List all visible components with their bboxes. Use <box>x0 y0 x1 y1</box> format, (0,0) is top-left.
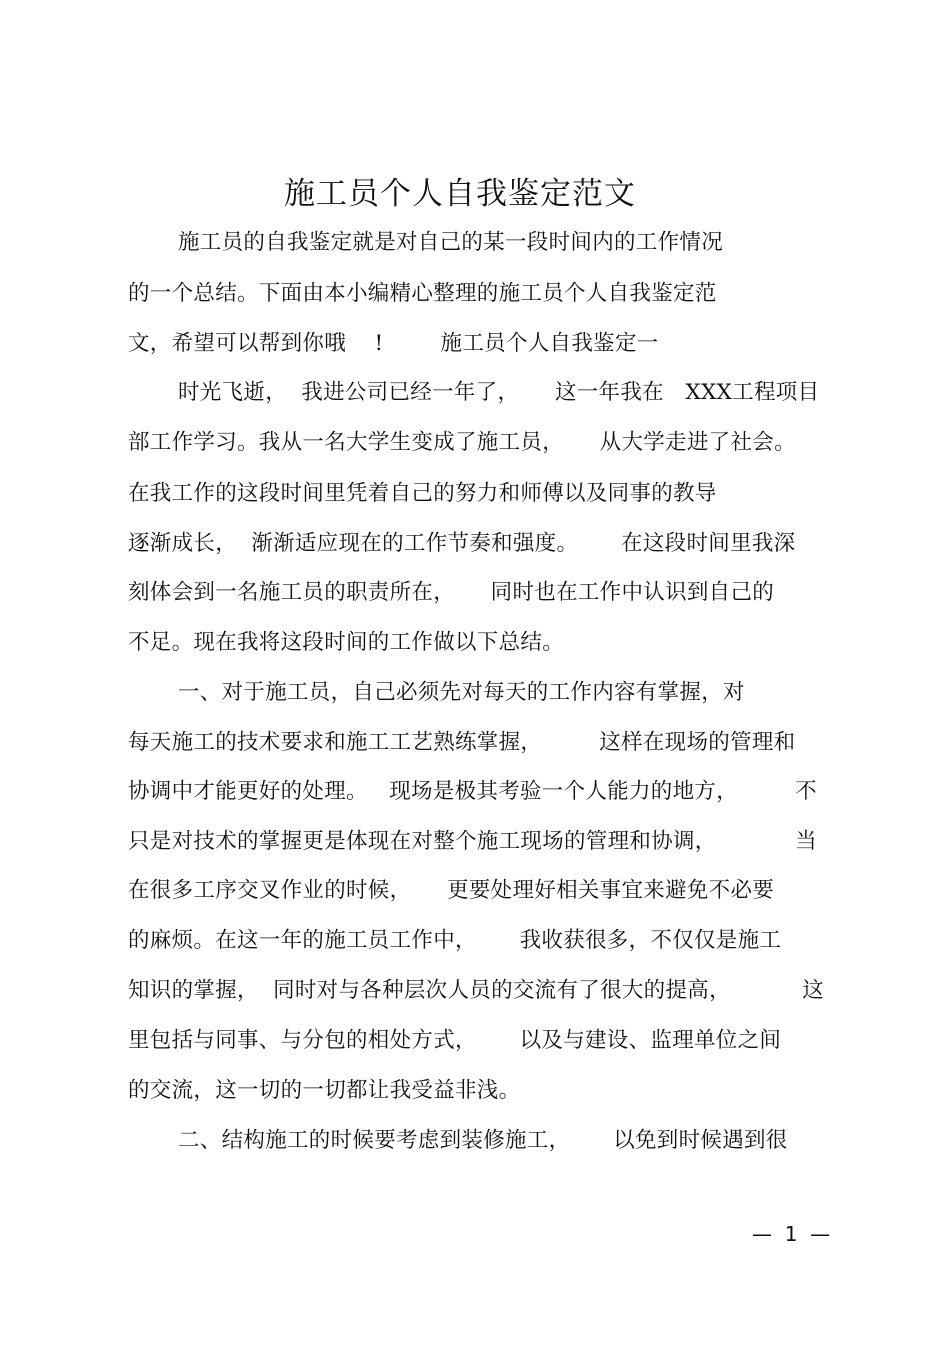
document-title: 施工员个人自我鉴定范文 <box>284 176 636 212</box>
paragraph-line: 只是对技术的掌握更是体现在对整个施工现场的管理和协调， 当 <box>128 829 817 854</box>
paragraph-line: 在很多工序交叉作业的时候， 更要处理好相关事宜来避免不必要 <box>128 878 775 903</box>
paragraph-line: 文，希望可以帮到你哦 ! 施工员个人自我鉴定一 <box>128 331 659 356</box>
paragraph-line: 时光飞逝， 我进公司已经一年了， 这一年我在 XXX工程项目 <box>178 380 820 405</box>
paragraph-line: 的交流，这一切的一切都让我受益非浅。 <box>128 1078 521 1103</box>
paragraph-line: 里包括与同事、与分包的相处方式， 以及与建设、监理单位之间 <box>128 1028 782 1053</box>
paragraph-line: 刻体会到一名施工员的职责所在， 同时也在工作中认识到自己的 <box>128 580 775 605</box>
paragraph-line: 不足。现在我将这段时间的工作做以下总结。 <box>128 630 565 655</box>
paragraph-line: 在我工作的这段时间里凭着自己的努力和师傅以及同事的教导 <box>128 481 717 506</box>
paragraph-line: 协调中才能更好的处理。 现场是极其考验一个人能力的地方， 不 <box>128 779 817 804</box>
paragraph-line: 的一个总结。下面由本小编精心整理的施工员个人自我鉴定范 <box>128 281 717 306</box>
paragraph-line: 二、结构施工的时候要考虑到装修施工， 以免到时候遇到很 <box>178 1128 788 1153</box>
paragraph-line: 的麻烦。在这一年的施工员工作中， 我收获很多，不仅仅是施工 <box>128 928 782 953</box>
paragraph-line: 部工作学习。我从一名大学生变成了施工员， 从大学走进了社会。 <box>128 430 796 455</box>
paragraph-line: 知识的掌握， 同时对与各种层次人员的交流有了很大的提高， 这 <box>128 978 825 1003</box>
paragraph-line: 一、对于施工员，自己必须先对每天的工作内容有掌握，对 <box>178 680 745 705</box>
paragraph-line: 逐渐成长， 渐渐适应现在的工作节奏和强度。 在这段时间里我深 <box>128 531 796 556</box>
paragraph-line: 每天施工的技术要求和施工工艺熟练掌握， 这样在现场的管理和 <box>128 730 796 755</box>
page-number: — 1 — <box>752 1222 831 1246</box>
paragraph-line: 施工员的自我鉴定就是对自己的某一段时间内的工作情况 <box>178 230 724 255</box>
